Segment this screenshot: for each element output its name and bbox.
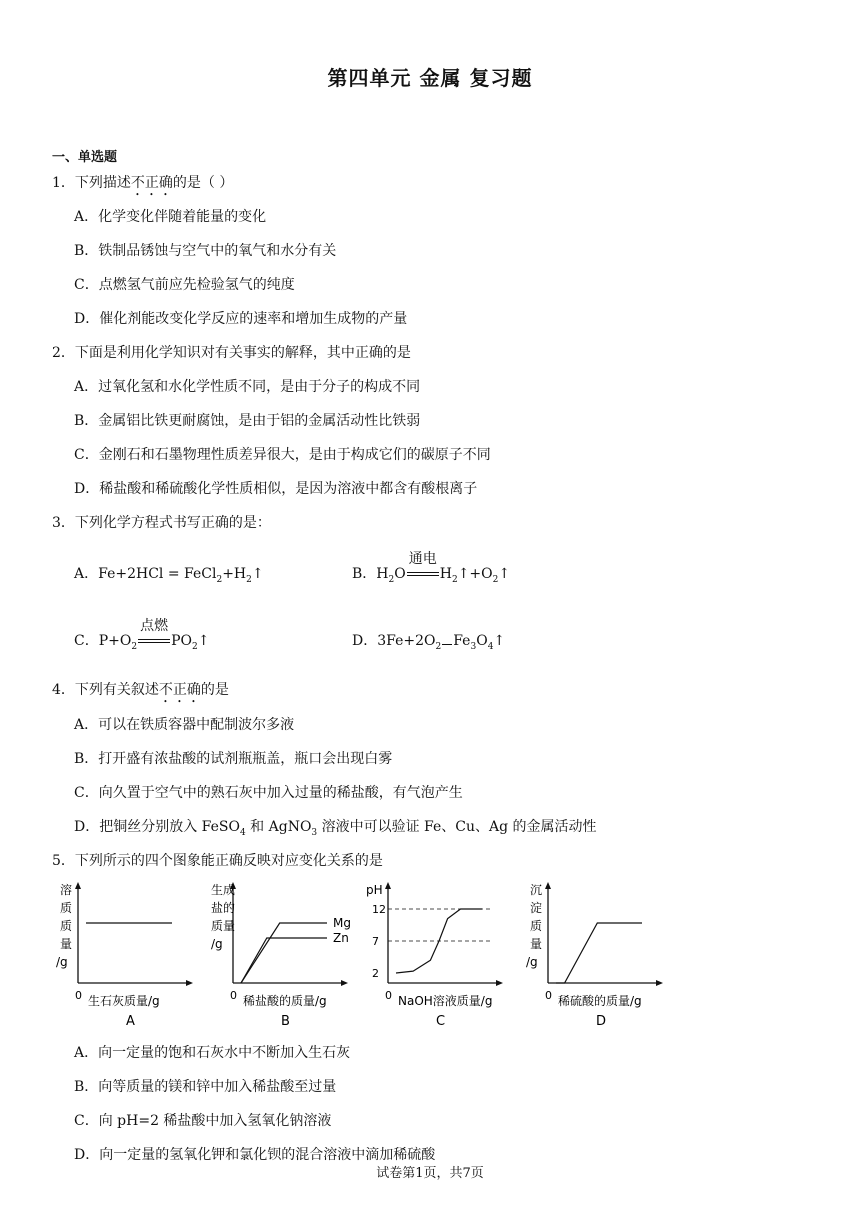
q3-option-b: B．$H_2O$ 通电 $H_2↑+O_2↑$ xyxy=(352,551,511,585)
q5-option-c: C．向 pH=2 稀盐酸中加入氢氧化钠溶液 xyxy=(74,1113,332,1129)
question-5-stem: 5．下列所示的四个图象能正确反映对应变化关系的是 xyxy=(52,853,383,869)
graph-c-ytick: 2 xyxy=(372,967,379,980)
graph-a-panel-label: A xyxy=(126,1014,135,1029)
graph-d-panel-label: D xyxy=(596,1014,607,1029)
graph-b-origin: 0 xyxy=(230,989,237,1002)
q2-option-b: B．金属铝比铁更耐腐蚀，是由于铝的金属活动性比铁弱 xyxy=(74,413,421,429)
q5-option-d: D．向一定量的氢氧化钾和氯化钡的混合溶液中滴加稀硫酸 xyxy=(74,1147,436,1163)
q4-option-c: C．向久置于空气中的熟石灰中加入过量的稀盐酸，有气泡产生 xyxy=(74,785,463,801)
graph-a-y-arrow xyxy=(75,882,81,889)
graph-b-series-line xyxy=(241,923,327,983)
graph-d-xlabel: 稀硫酸的质量/g xyxy=(558,994,642,1008)
emphasis-text: 不正确 xyxy=(158,682,201,698)
graph-b-series-label: Zn xyxy=(333,931,349,945)
graph-d-ylabel: /g xyxy=(526,955,538,969)
question-3-stem: 3．下列化学方程式书写正确的是： xyxy=(52,515,271,531)
graph-c-ytick: 12 xyxy=(372,903,386,916)
graph-a-ylabel: /g xyxy=(56,955,68,969)
q4-option-a: A．可以在铁质容器中配制波尔多液 xyxy=(74,717,295,733)
page-title: 第四单元 金属 复习题 xyxy=(327,66,533,90)
graph-b-xlabel: 稀盐酸的质量/g xyxy=(243,994,327,1008)
q3-option-c: C．$P+O_2$ 点燃 $PO_2↑$ xyxy=(74,618,210,652)
graph-b-series-line xyxy=(241,938,327,983)
graph-c-panel-label: C xyxy=(436,1014,446,1029)
graph-a-xlabel: 生石灰质量/g xyxy=(88,994,160,1008)
graph-c-xlabel: NaOH溶液质量/g xyxy=(398,994,493,1008)
q1-option-b: B．铁制品锈蚀与空气中的氧气和水分有关 xyxy=(74,243,337,259)
graph-a-ylabel: 质 xyxy=(60,901,73,915)
emphasis-text: 不正确 xyxy=(130,175,173,191)
graph-b-x-arrow xyxy=(341,980,348,986)
graph-d-ylabel: 淀 xyxy=(530,901,543,915)
q5-option-b: B．向等质量的镁和锌中加入稀盐酸至过量 xyxy=(74,1079,337,1095)
graph-b-series-label: Mg xyxy=(333,916,351,930)
q5-option-a: A．向一定量的饱和石灰水中不断加入生石灰 xyxy=(74,1045,351,1061)
graph-b-ylabel: 生成 xyxy=(211,883,236,897)
q2-option-a: A．过氧化氢和水化学性质不同，是由于分子的构成不同 xyxy=(74,379,421,395)
q4-option-d: D．把铜丝分别放入 FeSO$_4$ 和 AgNO$_3$ 溶液中可以验证 Fe、Cu、Ag 的金属活动性 xyxy=(74,819,597,838)
graph-d-x-arrow xyxy=(656,980,663,986)
graph-b-panel-label: B xyxy=(281,1014,290,1029)
reaction-condition: 点燃 xyxy=(137,633,171,649)
q2-option-d: D．稀盐酸和稀硫酸化学性质相似，是因为溶液中都含有酸根离子 xyxy=(74,481,478,497)
q2-option-c: C．金刚石和石墨物理性质差异很大，是由于构成它们的碳原子不同 xyxy=(74,447,491,463)
graph-d-series-line xyxy=(556,923,642,983)
graph-a-ylabel: 量 xyxy=(60,937,73,951)
graph-b-ylabel: 质量 xyxy=(211,919,236,933)
graph-c-origin: 0 xyxy=(385,989,392,1002)
graph-d-ylabel: 质 xyxy=(530,919,543,933)
graph-a-x-arrow xyxy=(186,980,193,986)
graph-c-x-arrow xyxy=(496,980,503,986)
graph-c-ylabel: pH xyxy=(366,883,383,897)
q1-option-d: D．催化剂能改变化学反应的速率和增加生成物的产量 xyxy=(74,311,408,327)
graph-d-origin: 0 xyxy=(545,989,552,1002)
q5-graphs xyxy=(48,878,668,1033)
question-2-stem: 2．下面是利用化学知识对有关事实的解释，其中正确的是 xyxy=(52,345,411,361)
graph-d-y-arrow xyxy=(545,882,551,889)
question-4-stem: 4．下列有关叙述不正确的是 xyxy=(52,682,229,698)
graph-a-ylabel: 质 xyxy=(60,919,73,933)
q3-option-d: D．$3Fe+2O_2$ $Fe_3O_4↑$ xyxy=(352,633,506,652)
graph-d-ylabel: 沉 xyxy=(530,883,543,897)
graph-c-curve xyxy=(396,909,482,973)
graph-c-ytick: 7 xyxy=(372,935,379,948)
graph-d-ylabel: 量 xyxy=(530,937,543,951)
graph-b-ylabel: 盐的 xyxy=(211,901,236,915)
q1-option-c: C．点燃氢气前应先检验氢气的纯度 xyxy=(74,277,295,293)
question-1-stem: 1．下列描述不正确的是（ ） xyxy=(52,175,234,191)
reaction-condition: 通电 xyxy=(406,566,440,582)
graph-a-origin: 0 xyxy=(75,989,82,1002)
graph-c-y-arrow xyxy=(385,882,391,889)
graph-a-ylabel: 溶 xyxy=(60,883,73,897)
graph-b-ylabel: /g xyxy=(211,937,223,951)
q4-option-b: B．打开盛有浓盐酸的试剂瓶瓶盖，瓶口会出现白雾 xyxy=(74,751,393,767)
q3-option-a: A．$Fe+2HCl = FeCl_2+H_2↑$ xyxy=(74,566,264,585)
page-footer: 试卷第1页，共7页 xyxy=(376,1166,484,1181)
section-heading: 一、单选题 xyxy=(52,150,118,165)
q1-option-a: A．化学变化伴随着能量的变化 xyxy=(74,209,267,225)
